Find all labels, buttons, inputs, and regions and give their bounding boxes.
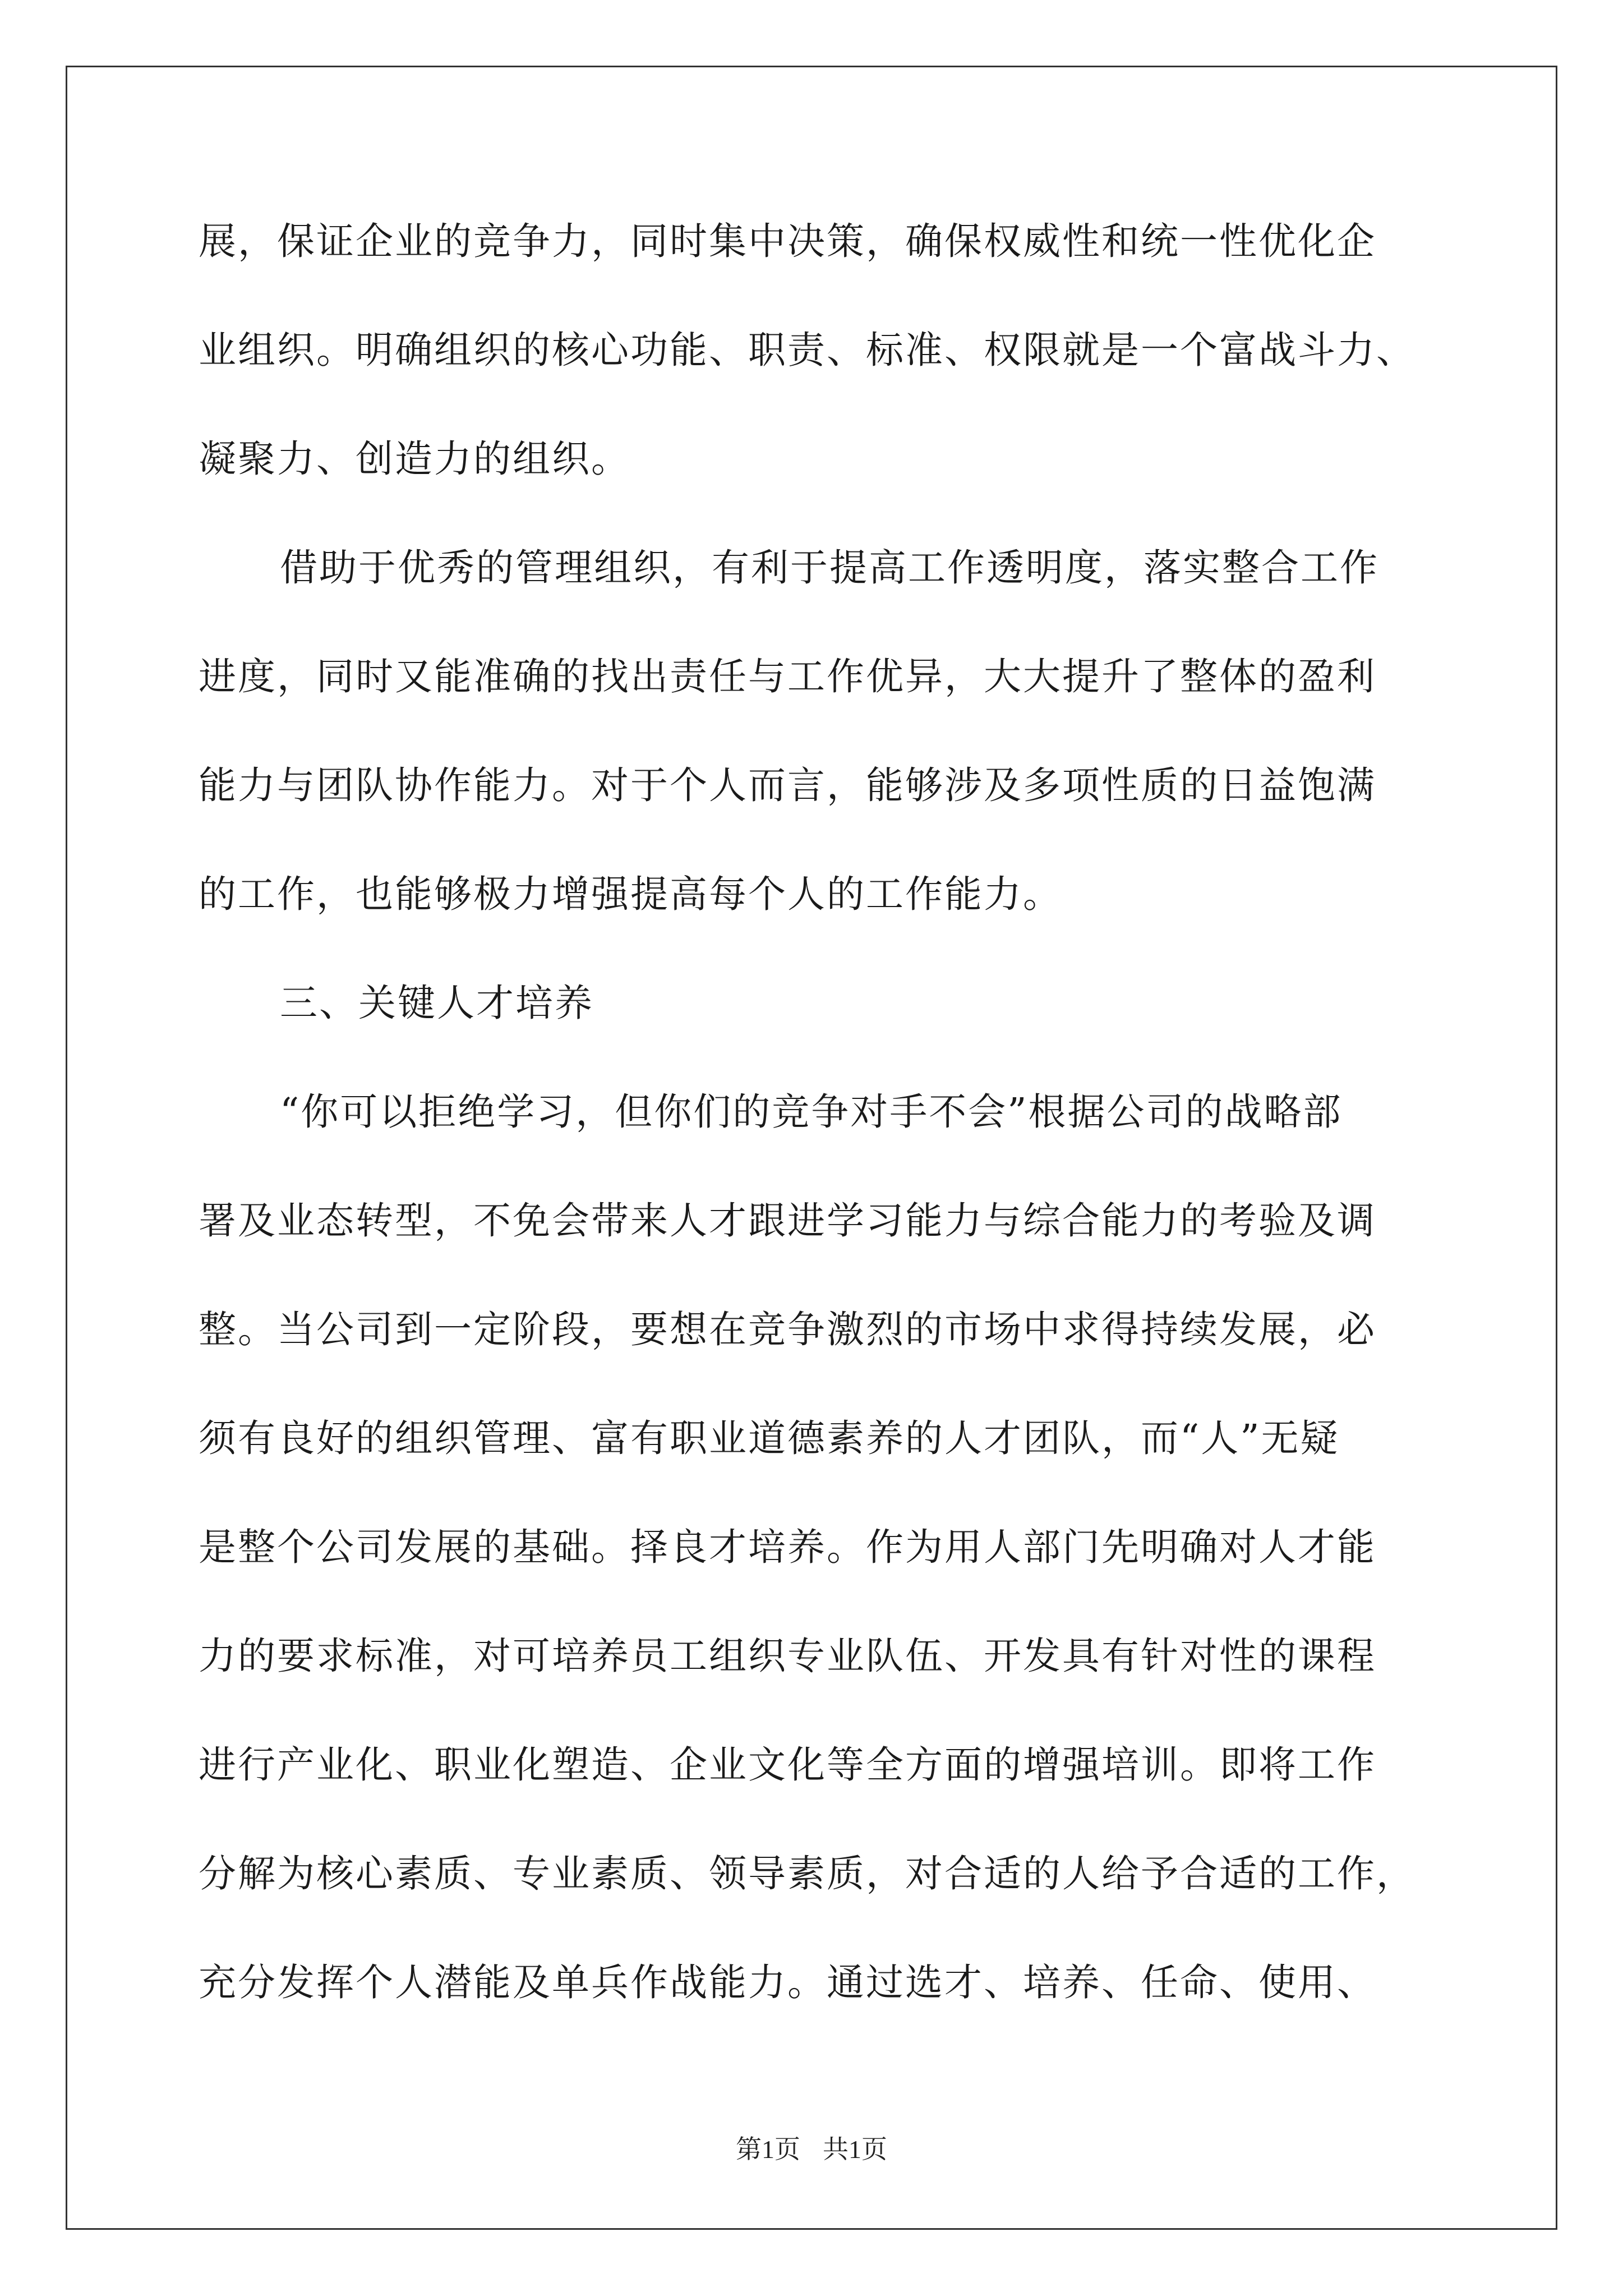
text-line: 是整个公司发展的基础。择良才培养。作为用人部门先明确对人才能 <box>199 1525 1376 1569</box>
text-line: 力的要求标准，对可培养员工组织专业队伍、开发具有针对性的课程 <box>199 1634 1376 1678</box>
section-heading: 三、关键人才培养 <box>280 981 594 1025</box>
document-body <box>199 213 1432 2063</box>
page-footer <box>0 2133 1623 2166</box>
text-line: 分解为核心素质、专业素质、领导素质，对合适的人给予合适的工作， <box>199 1852 1415 1895</box>
text-line: 进行产业化、职业化塑造、企业文化等全方面的增强培训。即将工作 <box>199 1743 1376 1787</box>
paragraph-start-line: 借助于优秀的管理组织，有利于提高工作透明度，落实整合工作 <box>280 546 1379 590</box>
text-line: 整。当公司到一定阶段，要想在竞争激烈的市场中求得持续发展，必 <box>199 1308 1376 1351</box>
text-line: 充分发挥个人潜能及单兵作战能力。通过选才、培养、任命、使用、 <box>199 1961 1376 2004</box>
paragraph-start-line: “你可以拒绝学习，但你们的竞争对手不会”根据公司的战略部 <box>280 1090 1343 1134</box>
text-line: 进度，同时又能准确的找出责任与工作优异，大大提升了整体的盈利 <box>199 655 1376 698</box>
text-line: 凝聚力、创造力的组织。 <box>199 437 630 481</box>
page-number: 第1页 <box>736 2135 800 2164</box>
text-line: 的工作，也能够极力增强提高每个人的工作能力。 <box>199 872 1062 916</box>
text-line: 业组织。明确组织的核心功能、职责、标准、权限就是一个富战斗力、 <box>199 328 1415 372</box>
page-total: 共1页 <box>823 2135 887 2164</box>
text-line: 能力与团队协作能力。对于个人而言，能够涉及多项性质的日益饱满 <box>199 763 1376 807</box>
text-line: 署及业态转型，不免会带来人才跟进学习能力与综合能力的考验及调 <box>199 1199 1376 1243</box>
text-line: 展，保证企业的竞争力，同时集中决策，确保权威性和统一性优化企 <box>199 219 1376 263</box>
text-line: 须有良好的组织管理、富有职业道德素养的人才团队，而“人”无疑 <box>199 1416 1340 1460</box>
